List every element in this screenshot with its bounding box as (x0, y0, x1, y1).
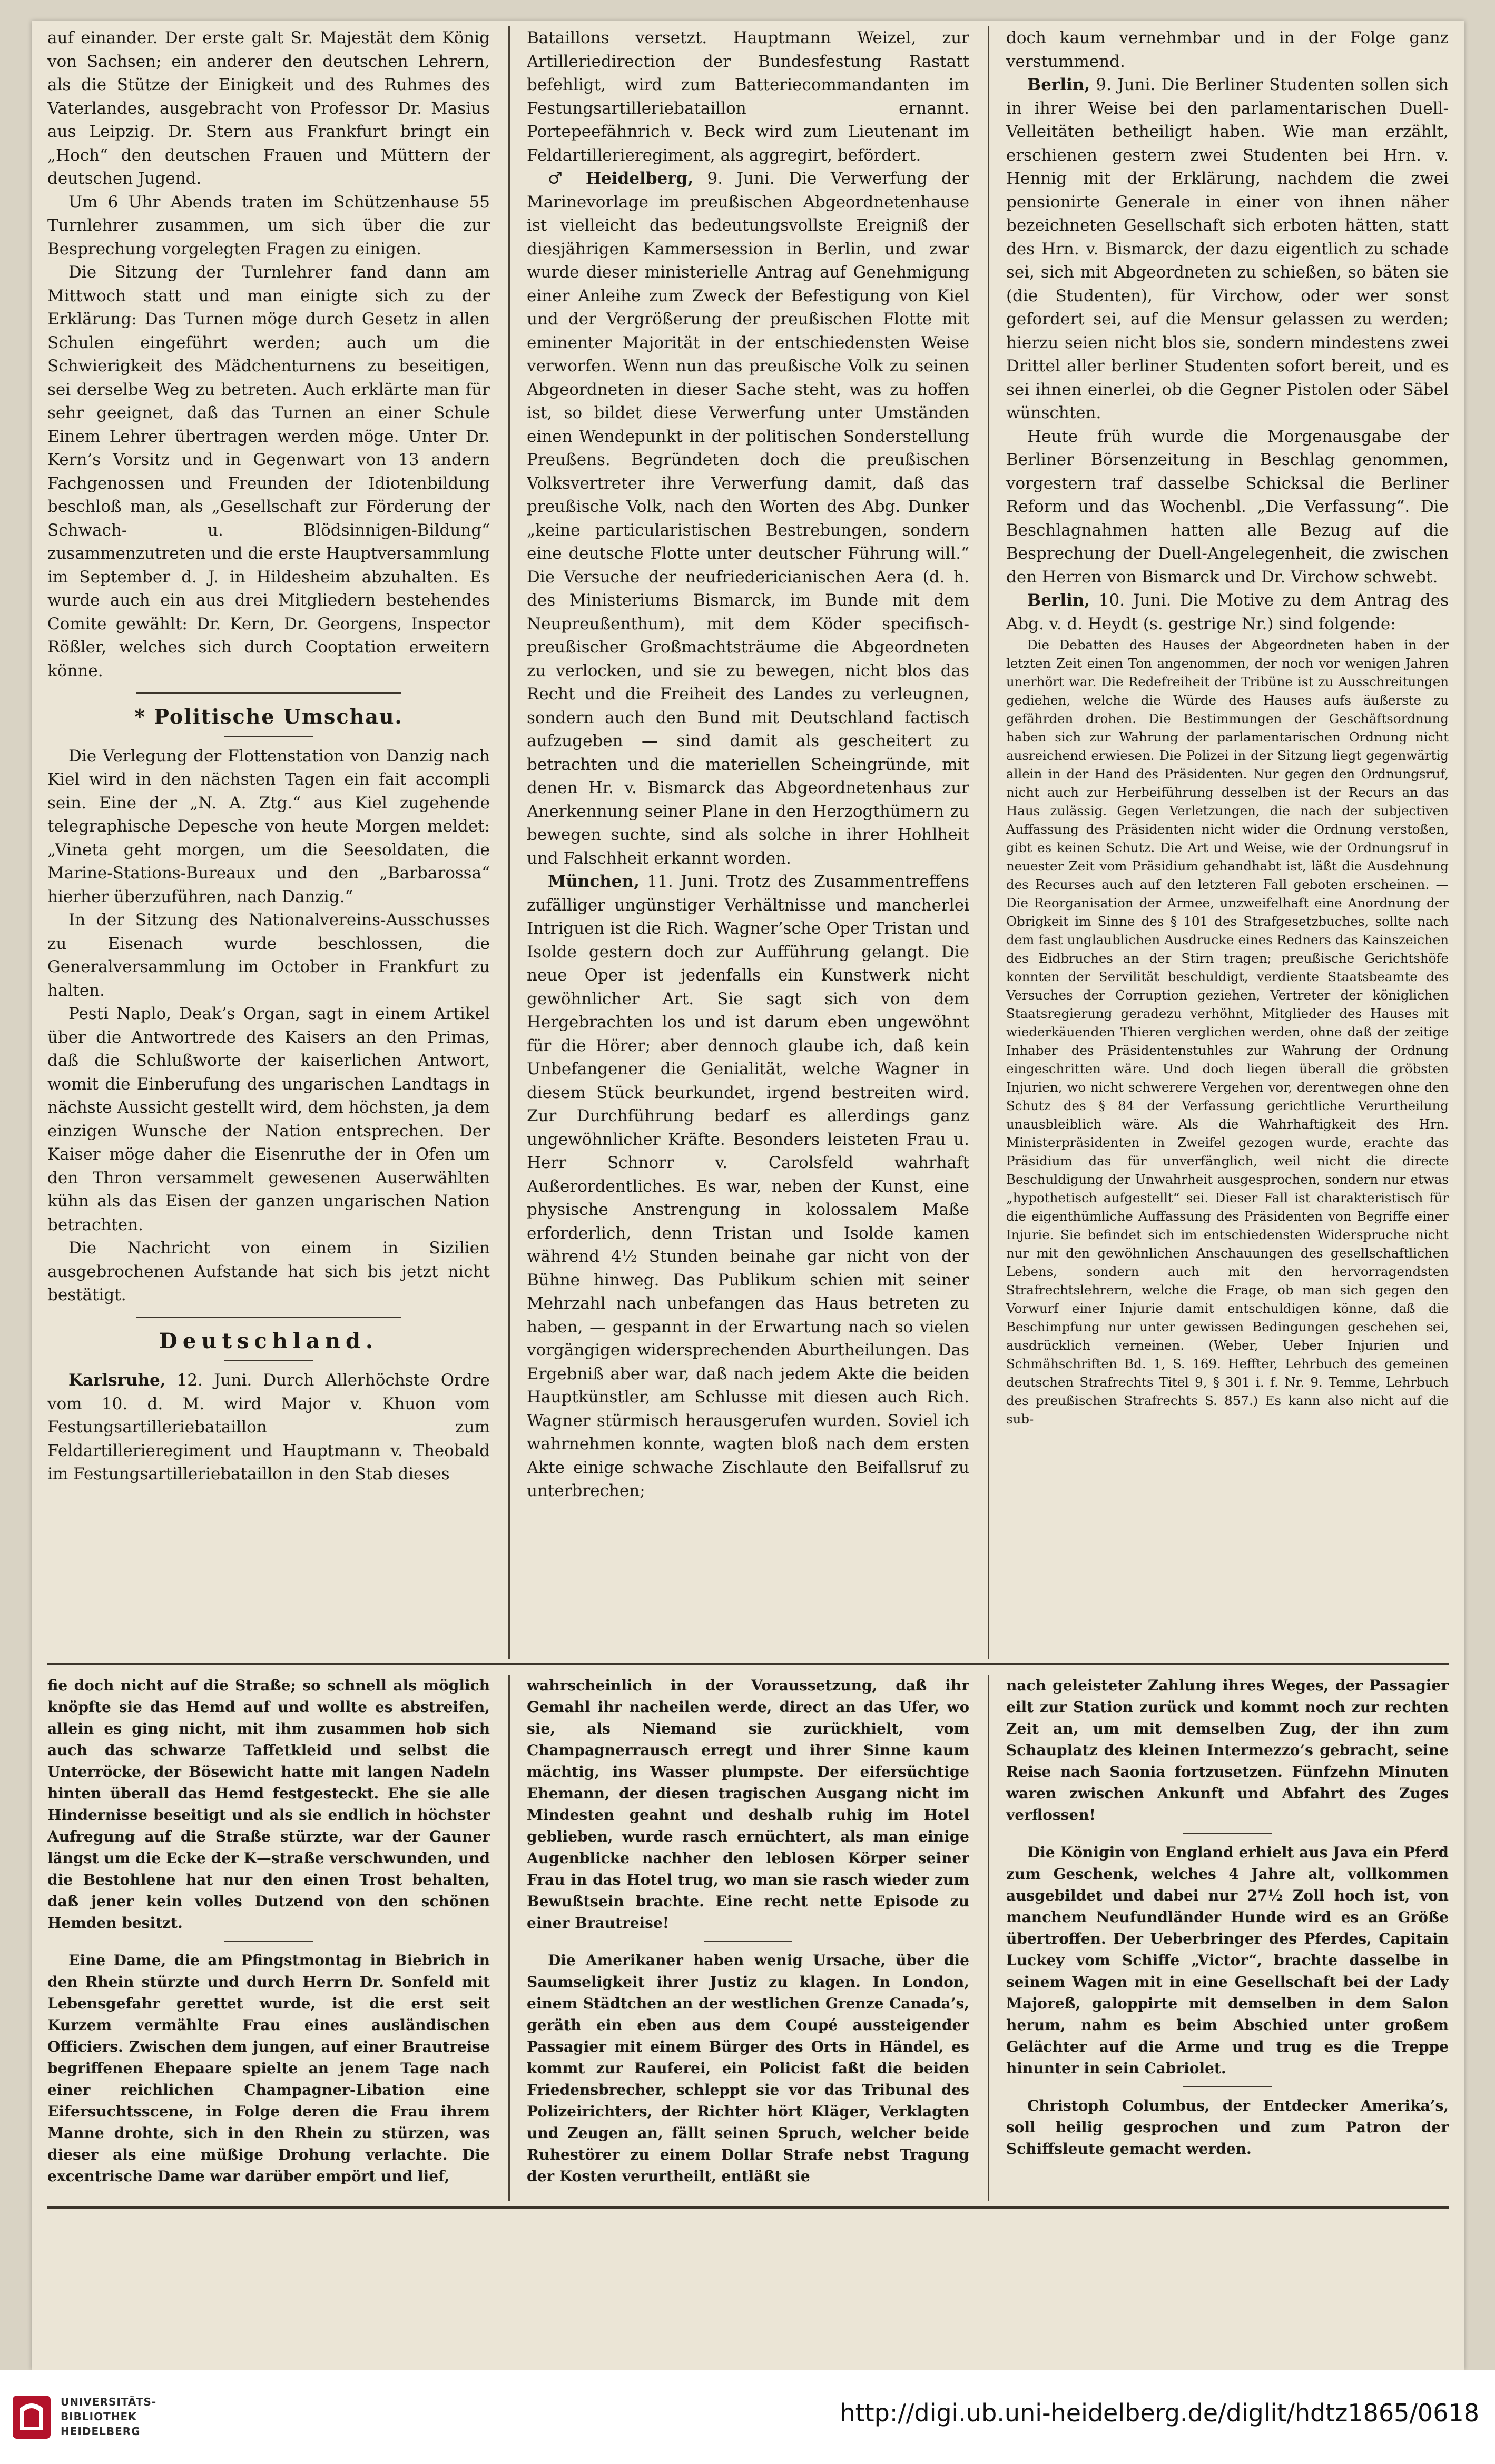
library-logo[interactable] (11, 2383, 190, 2451)
paragraph: Die Nachricht von einem in Sizilien ausgebrochenen Aufstande hat sich bis jetzt nicht bestätigt. (47, 1239, 490, 1304)
paragraph: doch kaum vernehmbar und in der Folge ganz verstummend. (1006, 28, 1449, 71)
paragraph: Eine Dame, die am Pfingstmontag in Biebrich in den Rhein stürzte und durch Herrn Dr. Sonfeld mit Lebensgefahr gerettet wurde, ist die erst seit Kurzem vermählte Frau eines ausländischen Officiers. Zwischen dem jungen, auf einer Brautreise begriffenen Ehepaare spielte an jenem Tage nach einer reichlichen Champagner-Libation eine Eifersuchtsscene, in Folge deren die Frau ihrem Manne drohte, sich in den Rhein zu stürzen, was dieser als eine müßige Drohung verlachte. Die excentrische Dame war darüber empört und lief, (47, 1952, 490, 2185)
paragraph: Pesti Naplo, Deak’s Organ, sagt in einem Artikel über die Antwortrede des Kaisers an den Primas, daß die Schlußworte der kaiserlichen Antwort, womit die Einberufung des ungarischen Landtags in nächste Aussicht gestellt wird, dem höchsten, ja dem einzigen Wunsche der Nation entsprechen. Der Kaiser möge daher die Eisenruthe der in Ofen um den Thron versammelt gewesenen Auserwählten kühn als das Eisen der ganzen ungarischen Nation betrachten. (47, 1004, 490, 1234)
paragraph: Christoph Columbus, der Entdecker Amerika’s, soll heilig gesprochen und zum Patron der Schiffsleute gemacht werden. (1006, 2097, 1449, 2158)
paragraph: nach geleisteter Zahlung ihres Weges, der Passagier eilt zur Station zurück und kommt noch zur rechten Zeit an, um mit demselben Zug, der ihn zum Schauplatz des kleinen Intermezzo’s gebracht, seine Reise nach Saonia fortzusetzen. Fünfzehn Minuten waren zwischen Ankunft und Abfahrt des Zuges verflossen! (1006, 1677, 1449, 1824)
column-rule (988, 26, 989, 1659)
library-seal-icon (11, 2393, 53, 2441)
paragraph-heidelberg (527, 167, 969, 870)
paragraph: Die Sitzung der Turnlehrer fand dann am Mittwoch statt und man einigte sich zu der Erklärung: Das Turnen möge durch Gesetz in allen Schulen eingeführt werden; auch um die Schwierigkeit des Mädchenturnens zu beseitigen, sei derselbe Weg zu betreten. Auch erklärte man für sehr geeignet, daß das Turnen an einer Schule Einem Lehrer übertragen werden möge. Unter Dr. Kern’s Vorsitz und in Gegenwart von 13 andern Fachgenossen und Freunden der Idiotenbildung beschloß man, als „Gesellschaft zur Förderung der Schwach- u. Blödsinnigen-Bildung“ zusammenzutreten und die erste Hauptversammlung im September d. J. in Hildesheim abzuhalten. Es wurde auch ein aus drei Mitgliedern bestehendes Comite gewählt: Dr. Kern, Dr. Georgens, Inspector Rößler, welches sich durch Cooptation erweitern könne. (47, 263, 490, 680)
paragraph-berlin-1 (1006, 73, 1449, 425)
column-rule (508, 26, 510, 1659)
dateline-place: Berlin, (1027, 591, 1090, 610)
bottom-column-1 (47, 1675, 490, 2201)
bottom-column-2 (527, 1675, 969, 2201)
paragraph: auf einander. Der erste galt Sr. Majestät dem König von Sachsen; ein anderer den deutschen Lehrern, als die Stütze der Einigkeit und des Ruhmes des Vaterlandes, ausgebracht von Professor Dr. Masius aus Leipzig. Dr. Stern aus Frankfurt bringt ein „Hoch“ den deutschen Frauen und Müttern der deutschen Jugend. (47, 28, 490, 188)
section-divider (136, 1317, 401, 1318)
newspaper-page (32, 21, 1464, 2370)
paragraph: In der Sitzung des Nationalvereins-Ausschusses zu Eisenach wurde beschlossen, die Generalversammlung im October in Frankfurt zu halten. (47, 911, 490, 1000)
column-2 (527, 26, 969, 1659)
page-bottom-rule (47, 2206, 1449, 2209)
library-name (61, 2394, 192, 2439)
paragraph: wahrscheinlich in der Voraussetzung, daß ihr Gemahl ihr nacheilen werde, direct an das Ufer, wo sie, als Niemand sie zurückhielt, vom Champagnerrausch erregt und ihrer Sinne kaum mächtig, ins Wasser plumpste. Der eifersüchtige Ehemann, der diesen tragischen Ausgang nicht im Mindesten geahnt und deshalb ruhig im Hotel geblieben, wurde rasch ernüchtert, als man einige Augenblicke nachher den leblosen Körper seiner Frau in das Hotel trug, wo man sie rasch wieder zum Bewußtsein brachte. Eine recht nette Episode zu einer Brautreise! (527, 1677, 969, 1932)
dateline-place: Berlin, (1027, 75, 1090, 94)
item-divider (704, 1941, 792, 1942)
paragraph: fie doch nicht auf die Straße; so schnell als möglich knöpfte sie das Hemd auf und wollte es abstreifen, allein es ging nicht, mit ihm zusammen hob sich auch das schwarze Taffetkleid und selbst die Unterröcke, der Bösewicht hatte mit langen Nadeln hinten überall das Hemd festgesteckt. Ehe sie alle Hindernisse beseitigt und als sie endlich in höchster Aufregung auf die Straße stürzte, war der Gauner längst um die Ecke der K—straße verschwunden, und die Bestohlene hat nur den einen Trost behalten, daß jener kein volles Dutzend von den schönen Hemden besitzt. (47, 1677, 490, 1932)
paragraph-muenchen (527, 870, 969, 1503)
article-text: 10. Juni. Die Motive zu dem Antrag des Abg. v. d. Heydt (s. gestrige Nr.) sind folgende: (1006, 591, 1449, 634)
logo-line: BIBLIOTHEK (61, 2410, 137, 2423)
permalink-url[interactable]: http://digi.ub.uni-heidelberg.de/diglit/hdtz1865/0618 (840, 2399, 1479, 2427)
section-divider (136, 692, 401, 694)
paragraph: Um 6 Uhr Abends traten im Schützenhause 55 Turnlehrer zusammen, um sich über die zur Besprechung vorgelegten Fragen zu einigen. (47, 192, 490, 259)
top-section (47, 26, 1449, 1659)
heading-deutschland: Deutschland. (159, 1328, 378, 1353)
dateline-place: ♂ Heidelberg, (548, 169, 694, 188)
paragraph: Bataillons versetzt. Hauptmann Weizel, zur Artilleriedirection der Bundesfestung Rastatt befehligt, wird zum Batteriecommandanten im Festungsartilleriebataillon ernannt. Portepeefähnrich v. Beck wird zum Lieutenant im Feldartillerieregiment, als aggregirt, befördert. (527, 28, 969, 165)
paragraph: Heute früh wurde die Morgenausgabe der Berliner Börsenzeitung in Beschlag genommen, vorgestern traf dasselbe Schicksal die Berliner Reform und das Wochenbl. „Die Verfassung“. Die Beschlagnahmen hatten alle Bezug auf die Besprechung der Duell-Angelegenheit, die zwischen den Herren von Bismarck und Dr. Virchow schwebt. (1006, 427, 1449, 587)
paragraph: Die Verlegung der Flottenstation von Danzig nach Kiel wird in den nächsten Tagen ein fait accompli sein. Eine der „N. A. Ztg.“ aus Kiel zugehende telegraphische Depesche von heute Morgen meldet: „Vineta geht morgen, um die Seesoldaten, die Marine-Stations-Bureaux und den „Barbarossa“ hierher überzuführen, nach Danzig.“ (47, 746, 490, 906)
paragraph: Die Königin von England erhielt aus Java ein Pferd zum Geschenk, welches 4 Jahre alt, vollkommen ausgebildet und dabei nur 27½ Zoll hoch ist, von manchem Neufundländer Hunde wird es an Größe übertroffen. Der Ueberbringer des Pferdes, Capitain Luckey vom Schiffe „Victor“, brachte dasselbe in seinem Wagen mit in eine Gesellschaft bei der Lady Majoreß, galoppirte mit demselben in dem Salon herum, nahm es beim Abschied unter großem Gelächter auf die Arme und trug es die Treppe hinunter in sein Cabriolet. (1006, 1844, 1449, 2077)
item-divider (1183, 2086, 1272, 2087)
logo-line: HEIDELBERG (61, 2425, 141, 2438)
heading-underline (224, 736, 313, 737)
paragraph-berlin-2 (1006, 589, 1449, 636)
heading-politische-umschau: * Politische Umschau. (134, 705, 403, 728)
column-3 (1006, 26, 1449, 1659)
digitization-footer (0, 2370, 1495, 2464)
column-1 (47, 26, 490, 1659)
dateline-place: Karlsruhe, (68, 1371, 166, 1390)
dateline-place: München, (548, 872, 640, 891)
article-text: 9. Juni. Die Berliner Studenten sollen sich in ihrer Weise bei den parlamentarischen Duell-Velleitäten betheiligt haben. Wie man erzählt, erschienen gestern zwei Studenten bei Hrn. v. Hennig mit der Erklärung, nachdem die zwei pensionirte Generale in einer von ihnen näher bezeichneten Gesellschaft sich erboten hätten, statt des Hrn. v. Bismarck, der dazu eigentlich zu schade sei, sich mit Abgeordneten zu schießen, so bäten sie (die Studenten), für Virchow, oder wer sonst gefordert sei, auf die Mensur gelassen zu werden; hierzu seien nicht blos sie, sondern mindestens zwei Drittel aller berliner Studenten sofort bereit, und es sei ihnen einerlei, ob die Gegner Pistolen oder Säbel wünschten. (1006, 75, 1449, 422)
logo-line: UNIVERSITÄTS- (61, 2396, 157, 2408)
paragraph-karlsruhe (47, 1369, 490, 1486)
heading-underline (224, 1360, 313, 1361)
item-divider (224, 1941, 313, 1942)
article-text: 9. Juni. Die Verwerfung der Marinevorlage im preußischen Abgeordnetenhause ist vielleicht das bedeutungsvollste Ereigniß der diesjährigen Kammersession in Berlin, und zwar wurde dieser ministerielle Antrag auf Genehmigung einer Anleihe zum Zweck der Befestigung von Kiel und der Vergrößerung der preußischen Flotte mit eminenter Majorität in der entschiedensten Weise verworfen. Wenn nun das preußische Volk zu seinen Abgeordneten in dieser Sache steht, was zu hoffen ist, so bildet diese Verwerfung unter Umständen einen Wendepunkt in der politischen Sonderstellung Preußens. Begründeten doch die preußischen Volksvertreter ihre Verwerfung damit, daß das preußische Volk, nach den Worten des Abg. Dunker „keine particularistischen Bestrebungen, sondern eine deutsche Flotte unter deutscher Führung will.“ Die Versuche der neufriedericianischen Aera (d. h. des Ministeriums Bismarck, im Bunde mit dem Neupreußenthum), mit dem Köder specifisch-preußischer Großmachtsträume die Abgeordneten zu verlocken, und sie zu bewegen, nicht blos das Recht und die Freiheit des Landes zu verleugnen, sondern auch den Bund mit Deutschland factisch aufzugeben — sind damit als gescheitert zu betrachten und die materiellen Scheingründe, mit denen Hr. v. Bismarck das Abgeordnetenhaus zur Anerkennung seiner Plane in den Herzogthümern zu bewegen suchte, sind als solche in ihrer Hohlheit und Falschheit erkannt worden. (527, 169, 969, 868)
article-text: 11. Juni. Trotz des Zusammentreffens zufälliger ungünstiger Verhältnisse und mancherlei Intriguen ist die Rich. Wagner’sche Oper Tristan und Isolde gestern doch zur Aufführung gelangt. Die neue Oper ist jedenfalls ein Kunstwerk nicht gewöhnlicher Art. Sie sagt sich von dem Hergebrachten los und ist darum eben ungewöhnt für die Hörer; aber dennoch glaube ich, daß kein Unbefangener die Genialität, welche Wagner in diesem Stück beurkundet, irgend bestreiten wird. Zur Durchführung bedarf es allerdings ganz ungewöhnlicher Kräfte. Besonders leisteten Frau u. Herr Schnorr v. Carolsfeld wahrhaft Außerordentliches. Es war, neben der Kunst, eine physische Anstrengung in kolossalem Maße erforderlich, denn Tristan und Isolde kamen während 4½ Stunden beinahe gar nicht von der Bühne hinweg. Das Publikum schien mit seiner Mehrzahl nach unbefangen das Haus betreten zu haben, — gespannt in der Erwartung nach so vielen vorgängigen widersprechenden Aburtheilungen. Das Ergebniß aber war, daß nach jedem Akte die beiden Hauptkünstler, am Schlusse mit diesen auch Rich. Wagner stürmisch herausgerufen wurden. Soviel ich wahrnehmen konnte, wagten bloß nach dem ersten Akte einige schwache Zischlaute den Beifallsruf zu unterbrechen; (527, 872, 969, 1500)
bottom-column-3 (1006, 1675, 1449, 2201)
article-text: 12. Juni. Durch Allerhöchste Ordre vom 10. d. M. wird Major v. Khuon vom Festungsartilleriebataillon zum Feldartillerieregiment und Hauptmann v. Theobald im Festungsartilleriebataillon in den Stab dieses (47, 1371, 490, 1483)
quoted-motive-text: Die Debatten des Hauses der Abgeordneten haben in der letzten Zeit einen Ton angenommen, der noch vor wenigen Jahren unerhört war. Die Redefreiheit der Tribüne ist zu Ausschreitungen gediehen, welche die Würde des Hauses aufs äußerste zu gefährden drohen. Die Bestimmungen der Geschäftsordnung haben sich zur Wahrung der parlamentarischen Ordnung nicht ausreichend erwiesen. Die Polizei in der Sitzung liegt gegenwärtig allein in der Hand des Präsidenten. Nur gegen den Ordnungsruf, nicht auch zur Herbeiführung desselben ist der Recurs an das Haus zulässig. Gegen Verletzungen, die nach der subjectiven Auffassung des Präsidenten nicht wider die Ordnung verstoßen, gibt es keinen Schutz. Die Art und Weise, wie der Ordnungsruf in neuester Zeit vom Präsidium gehandhabt ist, läßt die Ausdehnung des Recurses auch auf den letzteren Fall geboten erscheinen. — Die Reorganisation der Armee, unzweifelhaft eine Anordnung der Obrigkeit im Sinne des § 101 des Strafgesetzbuches, sollte nach dem fast unglaublichen Ausdrucke eines Redners das Kainszeichen des Eidbruches an der Stirn tragen; preußische Gerichtshöfe konnten der Servilität beschuldigt, verdiente Staatsbeamte des Versuches der Corruption geziehen, Vertreter der königlichen Staatsregierung geradezu verhöhnt, Mitglieder des Hauses mit wiederkäuenden Thieren verglichen werden, ohne daß der zeitige Inhaber des Präsidentenstuhles zur Wahrung der Ordnung eingeschritten wäre. Und doch liegen überall die gröbsten Injurien, wo nicht schwerere Vergehen vor, derentwegen ohne den Schutz des § 84 der Verfassung gerichtliche Verurtheilung unausbleiblich wäre. Als die Wahrhaftigkeit des Hrn. Ministerpräsidenten in Zweifel gezogen wurde, erachte das Präsidium das für unverfänglich, weil nicht die directe Beschuldigung der Unwahrheit ausgesprochen, sondern nur etwas „hypothetisch aufgestellt“ sei. Dieser Fall ist charakteristisch für die eigenthümliche Auffassung des Präsidenten von Begriffe einer Injurie. Sie befindet sich im entschiedensten Widerspruche nicht nur mit den gewöhnlichen Anschauungen des gesellschaftlichen Lebens, sondern auch mit den hervorragendsten Strafrechtslehrern, welche die Frage, ob man sich gegen den Vorwurf einer Injurie damit entschuldigen könne, daß die Beschimpfung nur unter gewissen Bedingungen geschehen sei, ausdrücklich verneinen. (Weber, Ueber Injurien und Schmähschriften Bd. 1, S. 169. Heffter, Lehrbuch des gemeinen deutschen Strafrechts Titel 9, § 301 i. f. Nr. 9. Temme, Lehrbuch des preußischen Strafrechts S. 857.) Es kann also nicht auf die sub- (1006, 637, 1449, 1427)
bottom-section (47, 1675, 1449, 2201)
paragraph: Die Amerikaner haben wenig Ursache, über die Saumseligkeit ihrer Justiz zu klagen. In London, einem Städtchen an der westlichen Grenze Canada’s, geräth ein eben aus dem Coupé aussteigender Passagier mit einem Bürger des Orts in Händel, es kommt zur Rauferei, ein Policist faßt die beiden Friedensbrecher, schleppt sie vor das Tribunal des Polizeirichters, der Richter hört Kläger, Verklagten und Zeugen an, fällt seinen Spruch, welcher beide Ruhestörer zu einem Dollar Strafe nebst Tragung der Kosten verurtheilt, entläßt sie (527, 1952, 969, 2185)
item-divider (1183, 1833, 1272, 1834)
feuilleton-divider (47, 1663, 1449, 1665)
